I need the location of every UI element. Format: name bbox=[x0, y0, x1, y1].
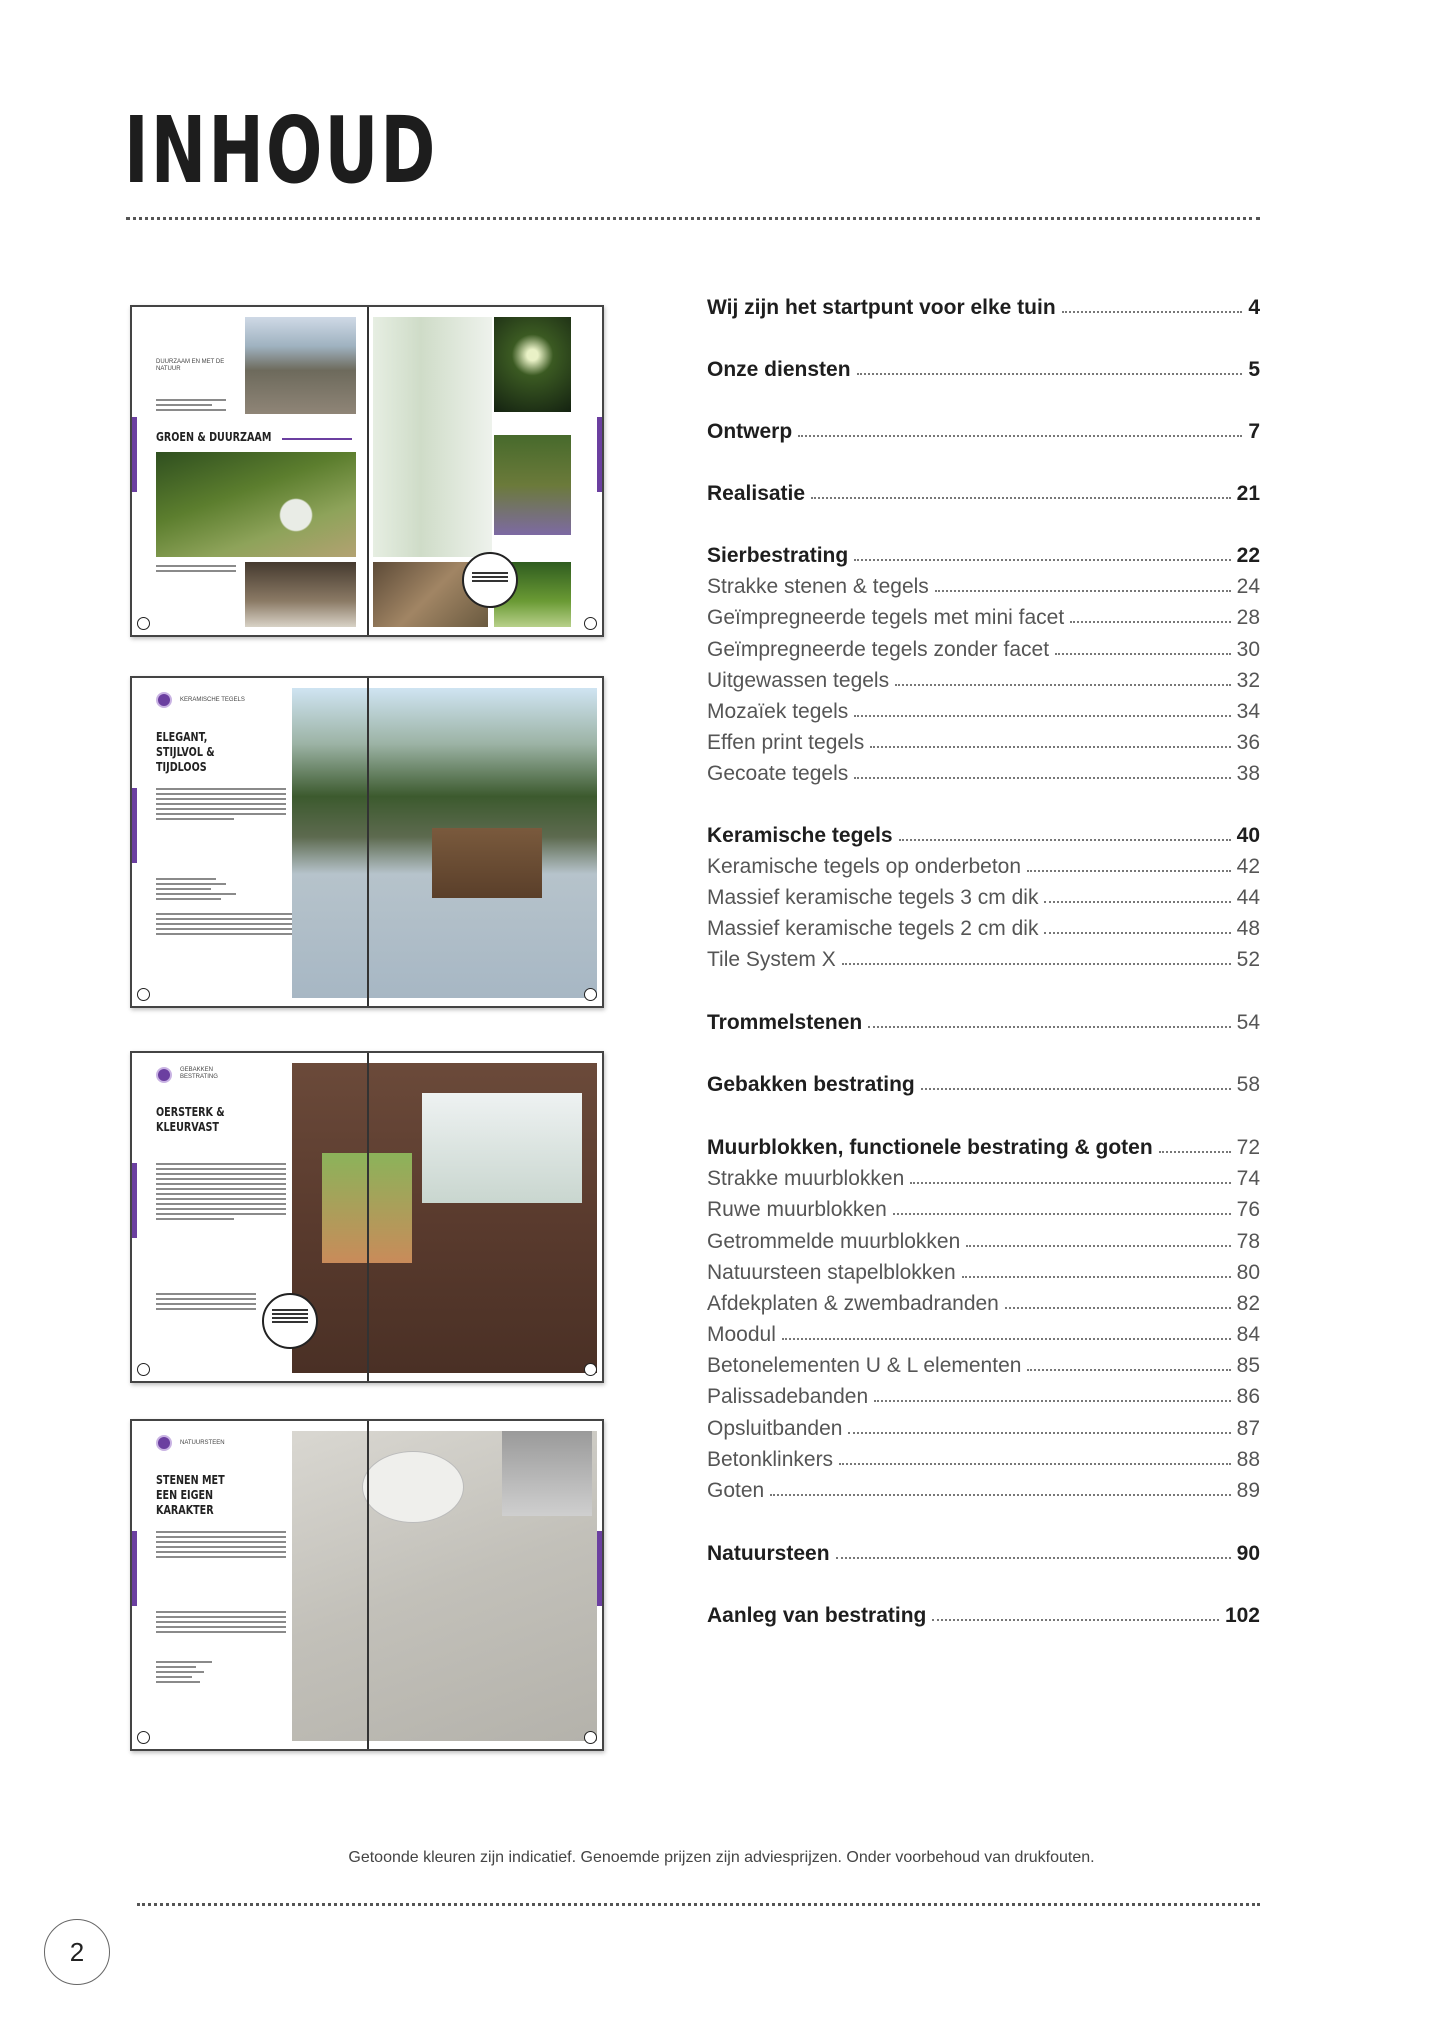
toc-leader-dots bbox=[966, 1245, 1230, 1247]
toc-entry[interactable] bbox=[707, 762, 1260, 786]
toc-leader-dots bbox=[854, 559, 1230, 561]
photo-lavender bbox=[494, 435, 571, 535]
toc-entry-page: 38 bbox=[1236, 762, 1260, 785]
page-title: INHOUD bbox=[124, 97, 438, 204]
spread-thumbnail-natuursteen[interactable] bbox=[130, 1419, 604, 1751]
toc-entry[interactable] bbox=[707, 917, 1260, 941]
toc-entry-page: 89 bbox=[1236, 1479, 1260, 1502]
toc-leader-dots bbox=[1159, 1151, 1231, 1153]
accent-bar bbox=[132, 1531, 137, 1606]
toc-entry-page: 4 bbox=[1248, 296, 1260, 319]
toc-entry-title: Mozaïek tegels bbox=[707, 700, 849, 723]
toc-entry-page: 90 bbox=[1236, 1542, 1260, 1565]
toc-entry-title: Keramische tegels bbox=[707, 824, 893, 847]
toc-leader-dots bbox=[899, 839, 1231, 841]
toc-entry-page: 84 bbox=[1236, 1323, 1260, 1346]
toc-entry-title: Massief keramische tegels 2 cm dik bbox=[707, 917, 1039, 940]
toc-entry-title: Sierbestrating bbox=[707, 544, 849, 567]
spread-list-text bbox=[156, 1661, 236, 1686]
photo-greenhouse bbox=[422, 1093, 582, 1203]
toc-leader-dots bbox=[842, 963, 1231, 965]
spread-badge bbox=[262, 1293, 318, 1349]
bottom-divider bbox=[137, 1903, 1260, 1906]
toc-entry-title: Muurblokken, functionele bestrating & goten bbox=[707, 1136, 1153, 1159]
toc-entry-page: 48 bbox=[1236, 917, 1260, 940]
toc-leader-dots bbox=[1027, 870, 1231, 872]
category-bullet-icon bbox=[156, 692, 172, 708]
toc-entry-title: Strakke muurblokken bbox=[707, 1167, 905, 1190]
toc-leader-dots bbox=[1044, 932, 1230, 934]
spread-caption bbox=[156, 565, 236, 575]
toc-entry-page: 78 bbox=[1236, 1230, 1260, 1253]
toc-entry-page: 58 bbox=[1236, 1073, 1260, 1096]
accent-bar bbox=[132, 788, 137, 863]
toc-entry-page: 22 bbox=[1236, 544, 1260, 567]
toc-entry[interactable] bbox=[707, 544, 1260, 568]
page-icon-left bbox=[137, 988, 150, 1001]
toc-entry-title: Natuursteen stapelblokken bbox=[707, 1261, 956, 1284]
toc-entry[interactable] bbox=[707, 1604, 1260, 1628]
toc-entry-title: Realisatie bbox=[707, 482, 806, 505]
spread-body-text bbox=[156, 1531, 286, 1561]
toc-entry-title: Goten bbox=[707, 1479, 765, 1502]
toc-leader-dots bbox=[868, 1026, 1230, 1028]
toc-entry-title: Keramische tegels op onderbeton bbox=[707, 855, 1022, 878]
toc-leader-dots bbox=[854, 715, 1230, 717]
toc-entry[interactable] bbox=[707, 886, 1260, 910]
toc-entry[interactable] bbox=[707, 1323, 1260, 1347]
toc-entry-page: 76 bbox=[1236, 1198, 1260, 1221]
toc-entry[interactable] bbox=[707, 1261, 1260, 1285]
spread-kicker: NATUURSTEEN bbox=[180, 1440, 225, 1446]
page-number: 2 bbox=[44, 1919, 110, 1985]
spread-fold bbox=[367, 678, 369, 1006]
toc-entry-page: 102 bbox=[1224, 1604, 1260, 1627]
toc-entry[interactable] bbox=[707, 1385, 1260, 1409]
toc-entry-page: 80 bbox=[1236, 1261, 1260, 1284]
toc-leader-dots bbox=[857, 373, 1243, 375]
toc-entry-title: Strakke stenen & tegels bbox=[707, 575, 929, 598]
toc-entry-title: Gebakken bestrating bbox=[707, 1073, 915, 1096]
toc-entry[interactable] bbox=[707, 1354, 1260, 1378]
photo-relaxing bbox=[245, 562, 356, 627]
toc-entry-page: 54 bbox=[1236, 1011, 1260, 1034]
toc-entry[interactable] bbox=[707, 1479, 1260, 1503]
accent-bar-right bbox=[597, 1531, 602, 1606]
spread-body-text bbox=[156, 788, 286, 823]
spread-badge bbox=[462, 552, 518, 608]
toc-entry-page: 21 bbox=[1236, 482, 1260, 505]
toc-leader-dots bbox=[854, 777, 1230, 779]
toc-entry[interactable] bbox=[707, 358, 1260, 382]
toc-entry-title: Natuursteen bbox=[707, 1542, 830, 1565]
toc-entry-title: Geïmpregneerde tegels met mini facet bbox=[707, 606, 1065, 629]
spread-heading: ELEGANT, STIJLVOL & TIJDLOOS bbox=[156, 730, 215, 774]
accent-bar bbox=[132, 1163, 137, 1238]
toc-entry-page: 74 bbox=[1236, 1167, 1260, 1190]
spread-notes-text bbox=[156, 1293, 256, 1313]
toc-entry-page: 24 bbox=[1236, 575, 1260, 598]
toc-entry-title: Tile System X bbox=[707, 948, 836, 971]
page-icon-right bbox=[584, 1363, 597, 1376]
toc-leader-dots bbox=[935, 590, 1231, 592]
page-icon-left bbox=[137, 617, 150, 630]
page-icon-left bbox=[137, 1363, 150, 1376]
toc-entry-page: 72 bbox=[1236, 1136, 1260, 1159]
spread-fold bbox=[367, 307, 369, 635]
top-divider bbox=[126, 217, 1260, 220]
toc-entry-page: 87 bbox=[1236, 1417, 1260, 1440]
toc-entry[interactable] bbox=[707, 420, 1260, 444]
toc-entry[interactable] bbox=[707, 1136, 1260, 1160]
spread-body-text bbox=[156, 1163, 286, 1223]
toc-leader-dots bbox=[910, 1182, 1230, 1184]
toc-entry-title: Betonklinkers bbox=[707, 1448, 834, 1471]
toc-entry-title: Wij zijn het startpunt voor elke tuin bbox=[707, 296, 1056, 319]
accent-bar-right bbox=[597, 417, 602, 492]
toc-entry[interactable] bbox=[707, 1011, 1260, 1035]
page-icon-right bbox=[584, 617, 597, 630]
toc-entry-title: Uitgewassen tegels bbox=[707, 669, 890, 692]
toc-leader-dots bbox=[962, 1276, 1231, 1278]
toc-entry-title: Palissadebanden bbox=[707, 1385, 869, 1408]
photo-pergola bbox=[245, 317, 356, 414]
toc-leader-dots bbox=[782, 1338, 1231, 1340]
toc-entry[interactable] bbox=[707, 1542, 1260, 1566]
photo-table-chairs bbox=[432, 828, 542, 898]
toc-entry-title: Ontwerp bbox=[707, 420, 793, 443]
toc-entry-page: 52 bbox=[1236, 948, 1260, 971]
toc-leader-dots bbox=[1027, 1369, 1230, 1371]
toc-leader-dots bbox=[1062, 311, 1243, 313]
toc-leader-dots bbox=[811, 497, 1231, 499]
spread-notes-text bbox=[156, 1611, 286, 1636]
toc-leader-dots bbox=[1070, 621, 1230, 623]
photo-garden-bench bbox=[156, 452, 356, 557]
toc-leader-dots bbox=[839, 1463, 1231, 1465]
toc-entry-title: Betonelementen U & L elementen bbox=[707, 1354, 1022, 1377]
spread-thumbnail-keramische-tegels[interactable] bbox=[130, 676, 604, 1008]
toc-entry[interactable] bbox=[707, 482, 1260, 506]
page-icon-left bbox=[137, 1731, 150, 1744]
toc-entry[interactable] bbox=[707, 700, 1260, 724]
accent-bar bbox=[132, 417, 137, 492]
toc-entry[interactable] bbox=[707, 855, 1260, 879]
spread-body-text bbox=[156, 399, 226, 414]
toc-entry[interactable] bbox=[707, 1417, 1260, 1441]
disclaimer: Getoonde kleuren zijn indicatief. Genoemde prijzen zijn adviesprijzen. Onder voorbehoud van drukfouten. bbox=[348, 1849, 1095, 1866]
spread-notes-text bbox=[156, 913, 296, 938]
toc-leader-dots bbox=[893, 1213, 1231, 1215]
category-bullet-icon bbox=[156, 1435, 172, 1451]
toc-entry[interactable] bbox=[707, 669, 1260, 693]
toc-entry-title: Aanleg van bestrating bbox=[707, 1604, 927, 1627]
toc-entry-page: 40 bbox=[1236, 824, 1260, 847]
toc-entry[interactable] bbox=[707, 1198, 1260, 1222]
toc-entry-page: 28 bbox=[1236, 606, 1260, 629]
toc-entry-title: Gecoate tegels bbox=[707, 762, 849, 785]
category-bullet-icon bbox=[156, 1067, 172, 1083]
toc-leader-dots bbox=[1005, 1307, 1231, 1309]
spread-fold bbox=[367, 1053, 369, 1381]
toc-leader-dots bbox=[770, 1494, 1230, 1496]
toc-entry[interactable] bbox=[707, 1292, 1260, 1316]
heading-rule bbox=[282, 438, 352, 440]
toc-entry-page: 42 bbox=[1236, 855, 1260, 878]
spread-kicker: GEBAKKEN BESTRATING bbox=[180, 1067, 218, 1080]
toc-leader-dots bbox=[836, 1557, 1231, 1559]
toc-entry-page: 32 bbox=[1236, 669, 1260, 692]
toc-entry[interactable] bbox=[707, 731, 1260, 755]
toc-leader-dots bbox=[1044, 901, 1230, 903]
toc-entry[interactable] bbox=[707, 948, 1260, 972]
toc-entry-title: Getrommelde muurblokken bbox=[707, 1230, 961, 1253]
toc-entry-title: Opsluitbanden bbox=[707, 1417, 843, 1440]
spread-list-text bbox=[156, 878, 256, 903]
toc-entry-page: 5 bbox=[1248, 358, 1260, 381]
spread-thumbnail-groen-duurzaam[interactable] bbox=[130, 305, 604, 637]
toc-entry-page: 30 bbox=[1236, 638, 1260, 661]
photo-side-table bbox=[362, 1451, 464, 1523]
spread-kicker: KERAMISCHE TEGELS bbox=[180, 697, 245, 703]
spread-fold bbox=[367, 1421, 369, 1749]
spread-thumbnail-gebakken-bestrating[interactable] bbox=[130, 1051, 604, 1383]
photo-chair bbox=[502, 1431, 592, 1516]
toc-leader-dots bbox=[870, 746, 1230, 748]
toc-entry-title: Geïmpregneerde tegels zonder facet bbox=[707, 638, 1050, 661]
garden-plan-drawing bbox=[373, 317, 492, 557]
toc-leader-dots bbox=[874, 1400, 1231, 1402]
toc-entry-title: Massief keramische tegels 3 cm dik bbox=[707, 886, 1039, 909]
toc-entry-page: 36 bbox=[1236, 731, 1260, 754]
toc-entry-page: 85 bbox=[1236, 1354, 1260, 1377]
toc-entry[interactable] bbox=[707, 638, 1260, 662]
photo-garden-light bbox=[494, 317, 571, 412]
toc-leader-dots bbox=[895, 684, 1231, 686]
toc-entry[interactable] bbox=[707, 824, 1260, 848]
toc-leader-dots bbox=[1055, 653, 1231, 655]
toc-entry[interactable] bbox=[707, 575, 1260, 599]
toc-entry-page: 44 bbox=[1236, 886, 1260, 909]
toc-entry[interactable] bbox=[707, 1230, 1260, 1254]
toc-leader-dots bbox=[932, 1619, 1219, 1621]
toc-entry-page: 7 bbox=[1248, 420, 1260, 443]
toc-leader-dots bbox=[848, 1432, 1230, 1434]
toc-entry-page: 34 bbox=[1236, 700, 1260, 723]
toc-entry-title: Trommelstenen bbox=[707, 1011, 863, 1034]
toc-entry-title: Moodul bbox=[707, 1323, 776, 1346]
toc-leader-dots bbox=[921, 1088, 1231, 1090]
page-icon-right bbox=[584, 1731, 597, 1744]
spread-kicker: DUURZAAM EN MET DE NATUUR bbox=[156, 359, 225, 372]
toc-entry-title: Afdekplaten & zwembadranden bbox=[707, 1292, 999, 1315]
page-icon-right bbox=[584, 988, 597, 1001]
toc-entry[interactable] bbox=[707, 1073, 1260, 1097]
spread-heading: STENEN MET EEN EIGEN KARAKTER bbox=[156, 1473, 225, 1517]
spread-heading: OERSTERK & KLEURVAST bbox=[156, 1105, 225, 1134]
toc-entry-title: Onze diensten bbox=[707, 358, 851, 381]
toc-entry[interactable] bbox=[707, 1448, 1260, 1472]
toc-entry-page: 82 bbox=[1236, 1292, 1260, 1315]
toc-entry[interactable] bbox=[707, 606, 1260, 630]
toc-entry-page: 86 bbox=[1236, 1385, 1260, 1408]
toc-entry-title: Ruwe muurblokken bbox=[707, 1198, 887, 1221]
toc-entry[interactable] bbox=[707, 296, 1260, 320]
toc-entry[interactable] bbox=[707, 1167, 1260, 1191]
toc-entry-page: 88 bbox=[1236, 1448, 1260, 1471]
spread-heading: GROEN & DUURZAAM bbox=[156, 430, 272, 444]
toc-leader-dots bbox=[798, 435, 1242, 437]
toc-entry-title: Effen print tegels bbox=[707, 731, 865, 754]
